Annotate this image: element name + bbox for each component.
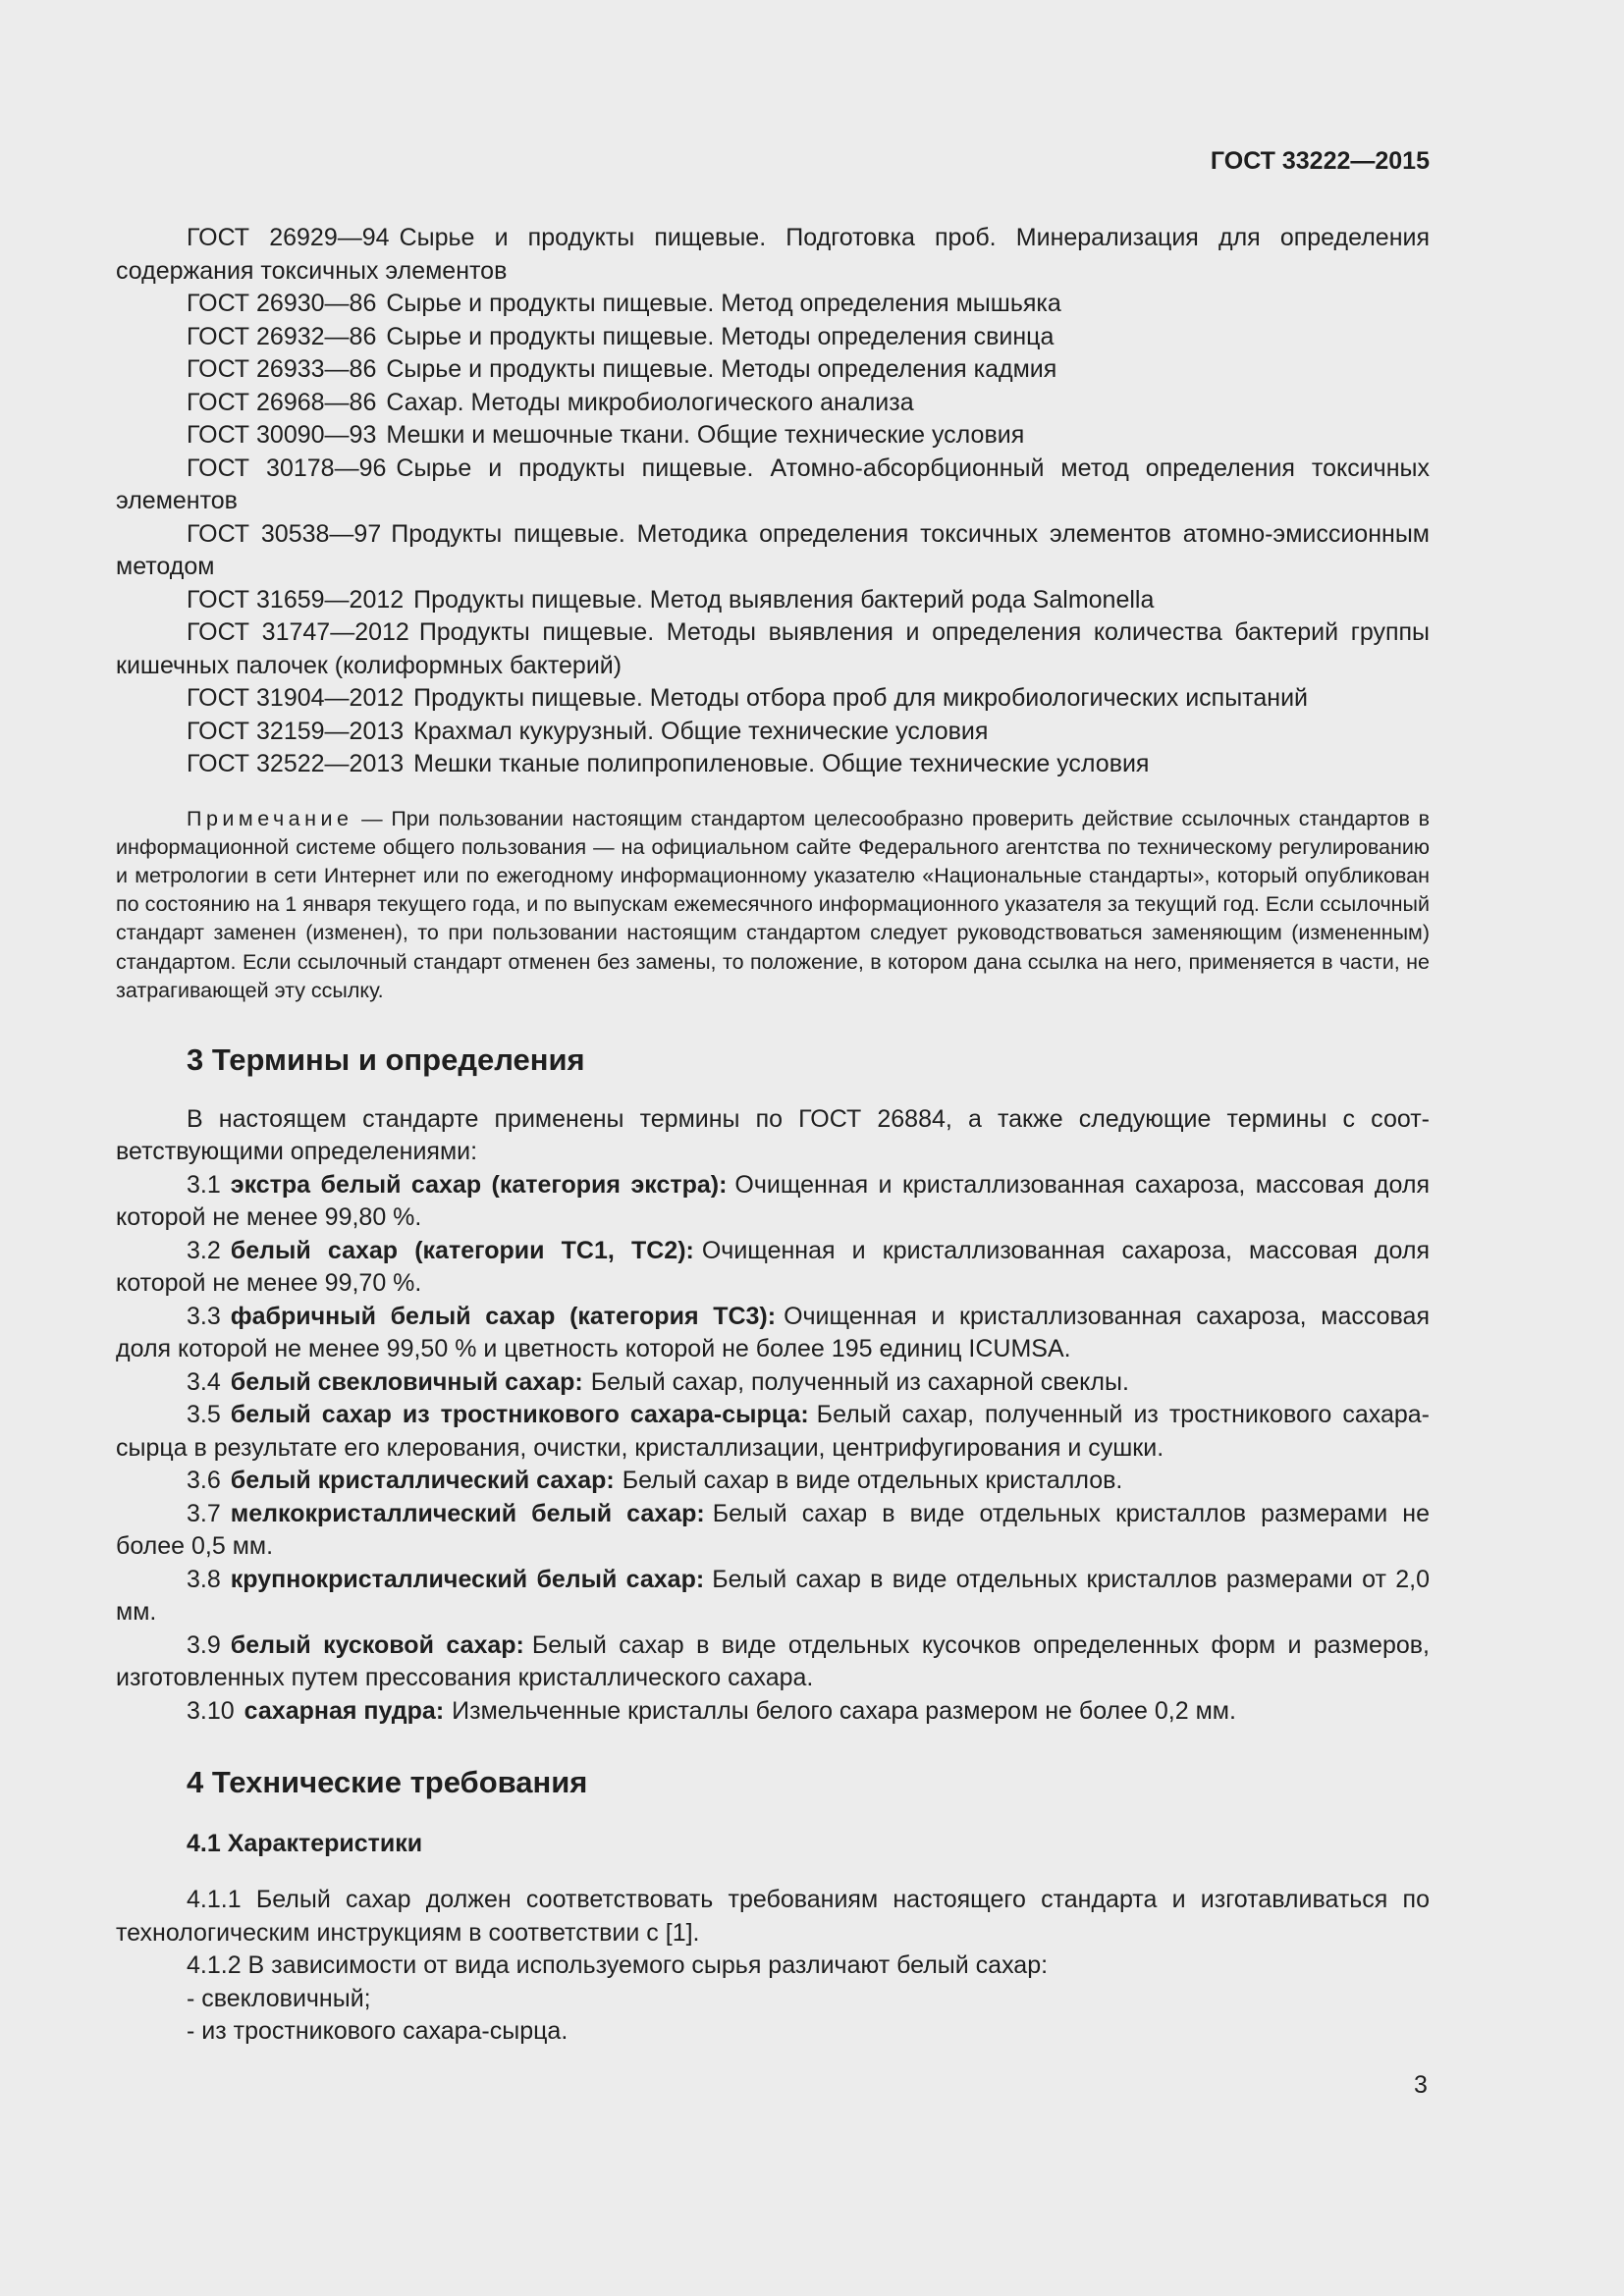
- reference-title: Сырье и продукты пищевые. Метод определения мышьяка: [386, 290, 1061, 317]
- reference-code: ГОСТ 31747—2012: [187, 618, 409, 646]
- term-number: 3.7: [187, 1499, 221, 1527]
- term-item: [116, 1366, 1430, 1400]
- term-item: [116, 1169, 1430, 1235]
- reference-code: ГОСТ 30090—93: [187, 421, 377, 449]
- reference-title: Сырье и продукты пищевые. Методы определения свинца: [386, 322, 1055, 350]
- reference-item: [116, 453, 1430, 518]
- term-number: 3.6: [187, 1467, 221, 1495]
- term-definition: Очищенная и кристаллизованная сахароза, массовая доля которой не менее 99,70 %.: [116, 1236, 1430, 1298]
- term-number: 3.8: [187, 1565, 221, 1593]
- term-number: 3.1: [187, 1170, 221, 1199]
- term-number: 3.5: [187, 1401, 221, 1429]
- reference-code: ГОСТ 26930—86: [187, 290, 377, 317]
- term-number: 3.3: [187, 1302, 221, 1330]
- paragraph-4-1-1: 4.1.1 Белый сахар должен соответствовать требованиям настоящего стандарта и изготавливаться по технологическим инструкциям в соответствии с [1].: [116, 1886, 1430, 1947]
- reference-title: Сахар. Методы микробиологического анализа: [386, 388, 914, 416]
- reference-code: ГОСТ 26968—86: [187, 388, 377, 416]
- note-label: Примечание: [187, 806, 353, 830]
- reference-code: ГОСТ 32159—2013: [187, 717, 405, 745]
- section-3-intro: В настоящем стандарте применены термины по ГОСТ 26884, а также следующие термины с соответствующими определениями:: [116, 1104, 1430, 1166]
- term-item: [116, 1465, 1430, 1498]
- reference-item: [116, 419, 1430, 453]
- term-name: белый кристаллический сахар:: [230, 1467, 615, 1495]
- reference-item: [116, 222, 1430, 288]
- reference-title: Мешки и мешочные ткани. Общие технические условия: [386, 421, 1025, 449]
- list-item: - из тростникового сахара-сырца.: [187, 2017, 568, 2046]
- reference-title: Сырье и продукты пищевые. Атомно-абсорбционный метод определения токсичных элементов: [116, 454, 1430, 514]
- term-item: [116, 1399, 1430, 1465]
- page-content: [116, 222, 1430, 2049]
- term-item: [116, 1629, 1430, 1695]
- reference-title: Продукты пищевые. Методы выявления и определения количества бактерий группы кишечных палочек (колиформных бактерий): [116, 618, 1430, 679]
- reference-title: Сырье и продукты пищевые. Методы определения кадмия: [386, 355, 1057, 383]
- term-definition: Белый сахар в виде отдельных кристаллов размерами от 2,0 мм.: [116, 1565, 1430, 1627]
- term-name: белый сахар из тростникового сахара-сырца:: [230, 1401, 809, 1429]
- term-name: белый сахар (категории ТС1, ТС2):: [230, 1236, 694, 1264]
- term-name: экстра белый сахар (категория экстра):: [230, 1170, 728, 1199]
- reference-code: ГОСТ 31904—2012: [187, 684, 405, 712]
- document-id-header: ГОСТ 33222—2015: [1210, 147, 1430, 175]
- paragraph-4-1-2: 4.1.2 В зависимости от вида используемого сырья различают белый сахар:: [187, 1951, 1049, 1980]
- term-number: 3.9: [187, 1630, 221, 1659]
- term-definition: Очищенная и кристаллизованная сахароза, массовая доля которой не менее 99,80 %.: [116, 1170, 1430, 1232]
- reference-item: [116, 716, 1430, 749]
- term-definition: Измельченные кристаллы белого сахара размером не более 0,2 мм.: [452, 1696, 1236, 1725]
- list-item: - свекловичный;: [187, 1984, 371, 2012]
- section-4-heading: 4 Технические требования: [187, 1765, 588, 1800]
- reference-title: Мешки тканые полипропиленовые. Общие технические условия: [413, 750, 1150, 777]
- terms-list: [116, 1169, 1430, 1729]
- term-name: крупнокристаллический белый сахар:: [230, 1565, 705, 1593]
- term-name: белый кусковой сахар:: [230, 1630, 524, 1659]
- term-name: мелкокристаллический белый сахар:: [230, 1499, 705, 1527]
- reference-title: Сырье и продукты пищевые. Подготовка проб. Минерализация для определения содержания токсичных элементов: [116, 224, 1430, 285]
- reference-item: [116, 748, 1430, 781]
- references-list: [116, 222, 1430, 781]
- term-definition: Белый сахар в виде отдельных кусочков определенных форм и размеров, изготовленных путем прессования кристаллического сахара.: [116, 1630, 1430, 1692]
- term-item: [116, 1564, 1430, 1629]
- term-name: сахарная пудра:: [244, 1696, 445, 1725]
- reference-item: [116, 288, 1430, 321]
- reference-code: ГОСТ 26932—86: [187, 322, 377, 350]
- reference-title: Продукты пищевые. Методы отбора проб для микробиологических испытаний: [413, 684, 1308, 712]
- reference-code: ГОСТ 32522—2013: [187, 750, 405, 777]
- term-definition: Белый сахар, полученный из тростникового сахара-сырца в результате его клерования, очистки, кристаллизации, центрифугирования и сушки.: [116, 1401, 1430, 1462]
- term-number: 3.10: [187, 1696, 235, 1725]
- reference-item: [116, 518, 1430, 584]
- reference-title: Продукты пищевые. Метод выявления бактерий рода Salmonella: [413, 585, 1155, 614]
- reference-title: Крахмал кукурузный. Общие технические условия: [413, 717, 989, 745]
- note-text: — При пользовании настоящим стандартом целесообразно проверить действие ссылочных стандартов в информационной системе общего пользования — на официальном сайте Федерального агентства по техническому регулированию и метрологии в сети Интернет или по ежегодному информационному указателю «Национальные стандарты», который опубликован по состоянию на 1 января текущего года, и по выпускам ежемесячного информационного указателя за текущий год. Если ссылочный стандарт заменен (изменен), то при пользовании настоящим стандартом следует руководствоваться заменяющим (измененным) стандартом. Если ссылочный стандарт отменен без замены, то положение, в котором дана ссылка на него, применяется в части, не затрагивающей эту ссылку.: [116, 806, 1430, 1002]
- page-number: 3: [1414, 2071, 1428, 2099]
- term-name: фабричный белый сахар (категория ТС3):: [230, 1302, 777, 1330]
- subsection-4-1-heading: 4.1 Характеристики: [187, 1830, 423, 1858]
- reference-item: [116, 682, 1430, 716]
- reference-code: ГОСТ 26933—86: [187, 355, 377, 383]
- term-item: [116, 1301, 1430, 1366]
- term-number: 3.2: [187, 1236, 221, 1264]
- term-definition: Белый сахар в виде отдельных кристаллов.: [622, 1467, 1123, 1495]
- term-name: белый свекловичный сахар:: [230, 1367, 583, 1396]
- section-3-heading: 3 Термины и определения: [187, 1041, 585, 1077]
- reference-item: [116, 616, 1430, 682]
- term-number: 3.4: [187, 1367, 221, 1396]
- reference-code: ГОСТ 26929—94: [187, 224, 390, 251]
- note-paragraph: [116, 805, 1430, 1005]
- reference-code: ГОСТ 30538—97: [187, 519, 382, 548]
- term-definition: Белый сахар, полученный из сахарной свеклы.: [590, 1367, 1129, 1396]
- term-definition: Белый сахар в виде отдельных кристаллов размерами не более 0,5 мм.: [116, 1499, 1430, 1561]
- term-definition: Очищенная и кристаллизованная сахароза, массовая доля которой не менее 99,50 % и цветность которой не более 195 единиц ICUMSA.: [116, 1302, 1430, 1363]
- term-item: [116, 1235, 1430, 1301]
- term-item: [116, 1498, 1430, 1564]
- reference-code: ГОСТ 31659—2012: [187, 585, 405, 614]
- reference-title: Продукты пищевые. Методика определения токсичных элементов атомно-эмиссионным методом: [116, 519, 1430, 580]
- reference-item: [116, 584, 1430, 617]
- reference-code: ГОСТ 30178—96: [187, 454, 387, 482]
- reference-item: [116, 353, 1430, 387]
- term-item: [116, 1695, 1430, 1729]
- reference-item: [116, 387, 1430, 420]
- reference-item: [116, 321, 1430, 354]
